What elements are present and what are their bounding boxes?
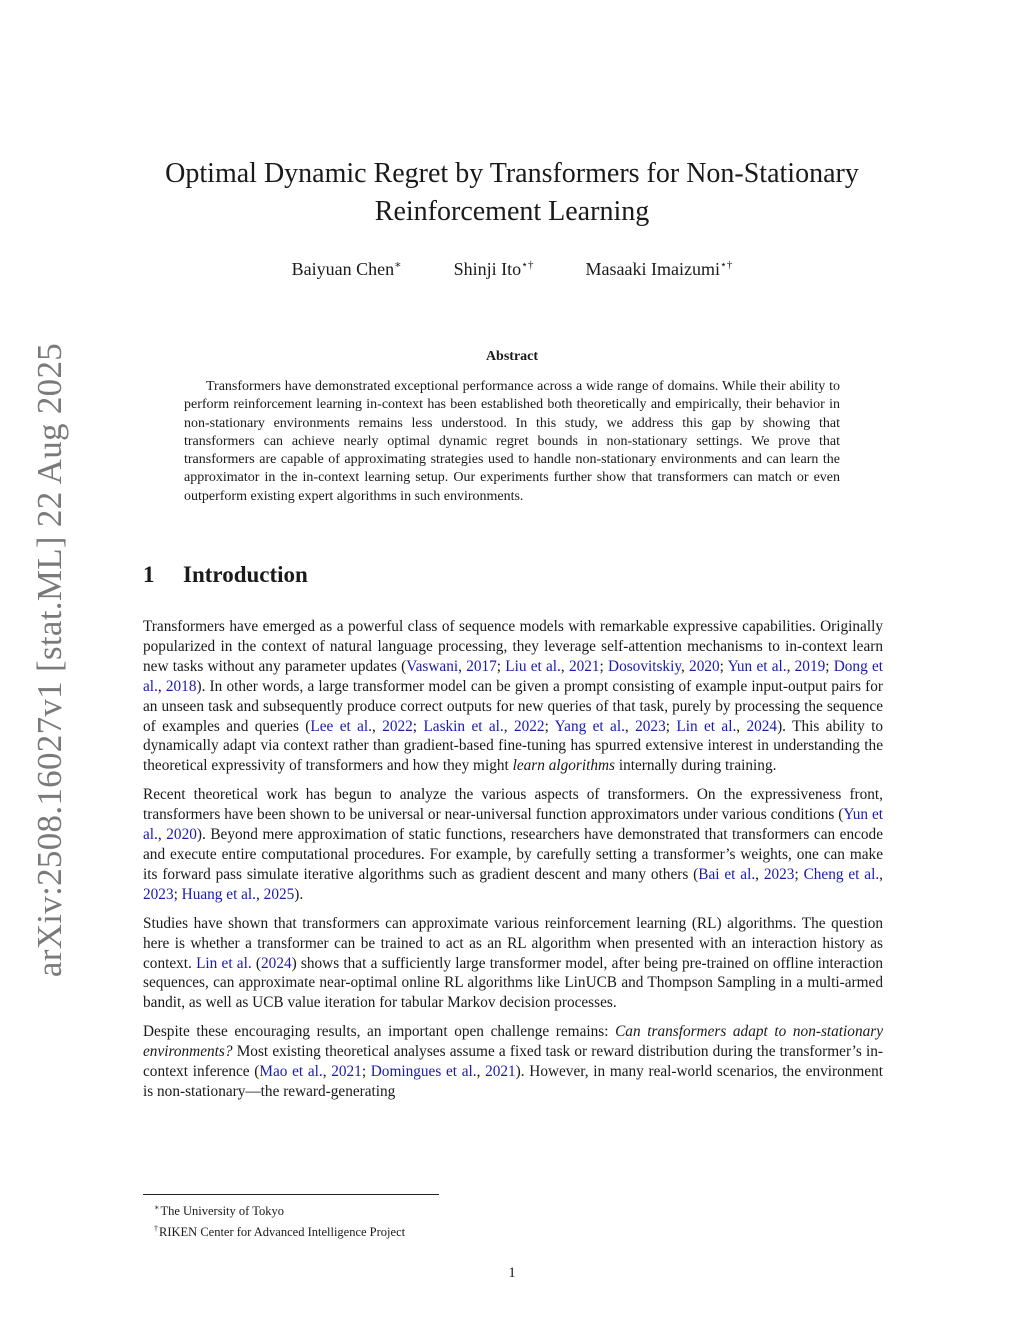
citation-link[interactable]: Cheng et al.	[803, 865, 880, 883]
citation-link[interactable]: Dosovitskiy	[608, 657, 681, 675]
citation-link[interactable]: 2023	[635, 717, 666, 735]
text-run: ,	[157, 826, 167, 844]
citation-link[interactable]: Yun et al.	[727, 657, 787, 675]
citation-link[interactable]: Yang et al.	[554, 717, 625, 735]
citation-link[interactable]: 2021	[485, 1063, 516, 1081]
author-affiliation-marks: ⋆†	[719, 259, 733, 271]
text-run: ;	[599, 657, 609, 675]
text-run: ,	[736, 717, 747, 735]
emphasis-text: learn algorithms	[512, 757, 615, 775]
text-run: ,	[322, 1063, 332, 1081]
citation-link[interactable]: 2021	[331, 1063, 362, 1081]
author-affiliation-marks: ⋆†	[521, 259, 534, 271]
citation-link[interactable]: Yun et al.	[143, 806, 883, 844]
section-number: 1	[143, 562, 155, 587]
citation-link[interactable]: 2023	[143, 885, 174, 903]
citation-link[interactable]: Lee et al.	[310, 717, 372, 735]
text-run: ;	[496, 657, 506, 675]
text-run: ,	[879, 865, 883, 883]
text-run: internally during training.	[615, 757, 777, 775]
text-run: ,	[624, 717, 636, 735]
section-title: Introduction	[183, 562, 308, 587]
text-run: ,	[503, 717, 514, 735]
citation-link[interactable]: Laskin et al.	[423, 717, 504, 735]
text-run: ;	[825, 657, 834, 675]
body-text	[143, 617, 883, 1111]
section-heading	[143, 562, 308, 588]
page-number: 1	[508, 1265, 516, 1281]
citation-link[interactable]: 2022	[382, 717, 413, 735]
text-run: ,	[680, 657, 690, 675]
text-run: ;	[544, 717, 555, 735]
paragraph	[143, 914, 883, 1014]
citation-link[interactable]: 2024	[261, 954, 292, 972]
abstract-heading: Abstract	[485, 349, 539, 364]
citation-link[interactable]: Bai et al.	[698, 865, 756, 883]
text-run: Most existing theoretical analyses assume a fixed task or reward distribution during the transformer’s in-context inference (	[143, 1043, 883, 1081]
citation-link[interactable]: Domingues et al.	[370, 1063, 477, 1081]
text-run: ;	[794, 865, 804, 883]
citation-link[interactable]: Huang et al.	[181, 885, 257, 903]
text-run: Despite these encouraging results, an important open challenge remains:	[143, 1023, 616, 1041]
citation-link[interactable]: 2025	[263, 885, 295, 903]
citation-link[interactable]: Vaswani	[406, 657, 459, 675]
citation-link[interactable]: 2017	[466, 657, 497, 675]
citation-link[interactable]: Lin et al.	[196, 954, 252, 972]
text-run: ,	[476, 1063, 486, 1081]
paragraph	[143, 1022, 883, 1102]
text-run: ).	[294, 885, 304, 903]
text-run: ;	[719, 657, 728, 675]
citation-link[interactable]: 2022	[513, 717, 545, 735]
author-affiliation-marks: ∗	[394, 259, 402, 271]
citation-link[interactable]: 2023	[763, 865, 795, 883]
text-run: Transformers have emerged as a powerful class of sequence models with remarkable expressive capabilities. Originally popularized in the context of natural language processing, they leverage self-attention mechanisms to in-context learn new tasks without any parameter updates (	[143, 618, 883, 675]
text-run: ). This ability to dynamically adapt via context rather than gradient-based fine-tuning has spurred extensive interest in understanding the theoretical expressivity of transformers and how they might	[143, 717, 884, 775]
paragraph	[143, 617, 883, 776]
citation-link[interactable]: Dong et al.	[143, 657, 883, 695]
text-run: ,	[458, 657, 467, 675]
citation-link[interactable]: Mao et al.	[259, 1063, 323, 1081]
footnotes	[154, 1199, 406, 1241]
author: Masaaki Imaizumi⋆†	[585, 259, 733, 279]
text-run: (	[251, 954, 262, 972]
text-run: ;	[361, 1063, 371, 1081]
text-run: ,	[256, 885, 264, 903]
citation-link[interactable]: 2021	[568, 657, 600, 675]
text-run: ,	[755, 865, 764, 883]
citation-link[interactable]: 2024	[746, 717, 778, 735]
paragraph	[143, 785, 883, 904]
text-run: ;	[665, 717, 677, 735]
footnote: ∗The University of Tokyo	[154, 1203, 284, 1219]
text-run: ). In other words, a large transformer model can be given a prompt consisting of example input-output pairs for an unseen task and subsequently produce correct outputs for new queries of that task, purely by processing the sequence of examples and queries (	[143, 677, 883, 735]
author: Shinji Ito⋆†	[453, 259, 534, 279]
text-run: ,	[371, 717, 383, 735]
footnote-divider	[143, 1194, 439, 1195]
text-run: ,	[786, 657, 795, 675]
citation-link[interactable]: 2020	[166, 826, 197, 844]
text-run: ,	[157, 677, 166, 695]
text-run: ,	[560, 657, 569, 675]
arxiv-identifier-stamp: arXiv:2508.16027v1 [stat.ML] 22 Aug 2025	[30, 342, 69, 978]
citation-link[interactable]: 2019	[794, 657, 826, 675]
footnote: †RIKEN Center for Advanced Intelligence Project	[154, 1224, 406, 1240]
author-list	[0, 258, 1024, 280]
text-run: Studies have shown that transformers can approximate various reinforcement learning (RL) algorithms. The question here is whether a transformer can be trained to act as an RL algorithm when presented with an interaction history as context.	[143, 914, 883, 972]
paper-title: Optimal Dynamic Regret by Transformers for Non-Stationary Reinforcement Learning	[165, 158, 859, 227]
text-run: Recent theoretical work has begun to analyze the various aspects of transformers. On the expressiveness front, transformers have been shown to be universal or near-universal function approximators under various conditions (	[143, 786, 883, 824]
citation-link[interactable]: Liu et al.	[505, 657, 561, 675]
text-run: ;	[173, 885, 182, 903]
citation-link[interactable]: Lin et al.	[676, 717, 737, 735]
text-run: ). However, in many real-world scenarios, the environment is non-stationary—the reward-generating	[143, 1063, 883, 1100]
citation-link[interactable]: 2018	[165, 677, 197, 695]
text-run: ). Beyond mere approximation of static functions, researchers have demonstrated that transformers can encode and execute entire computational procedures. For example, by carefully setting a transformer’s weights, one can make its forward pass simulate iterative algorithms such as gradient descent and many others (	[143, 826, 883, 883]
text-run: ) shows that a sufficiently large transformer model, after being pre-trained on offline interaction sequences, can approximate near-optimal online RL algorithms like LinUCB and Thompson Sampling in a multi-armed bandit, as well as UCB value iteration for tabular Markov decision processes.	[143, 954, 884, 1012]
text-run: ;	[412, 717, 424, 735]
author: Baiyuan Chen∗	[291, 259, 402, 279]
abstract-text: Transformers have demonstrated exceptional performance across a wide range of domains. While their ability to perform reinforcement learning in-context has been established both theoretically and empirically, their behavior in non-stationary environments remains less understood. In this study, we address this gap by showing that transformers can achieve nearly optimal dynamic regret bounds in non-stationary settings. We prove that transformers are capable of approximating strategies used to handle non-stationary environments and can learn the approximator in the in-context learning setup. Our experiments further show that transformers can match or even outperform existing expert algorithms in such environments.	[184, 379, 840, 504]
emphasis-text: Can transformers adapt to non-stationary environments?	[143, 1023, 883, 1061]
citation-link[interactable]: 2020	[689, 657, 720, 675]
